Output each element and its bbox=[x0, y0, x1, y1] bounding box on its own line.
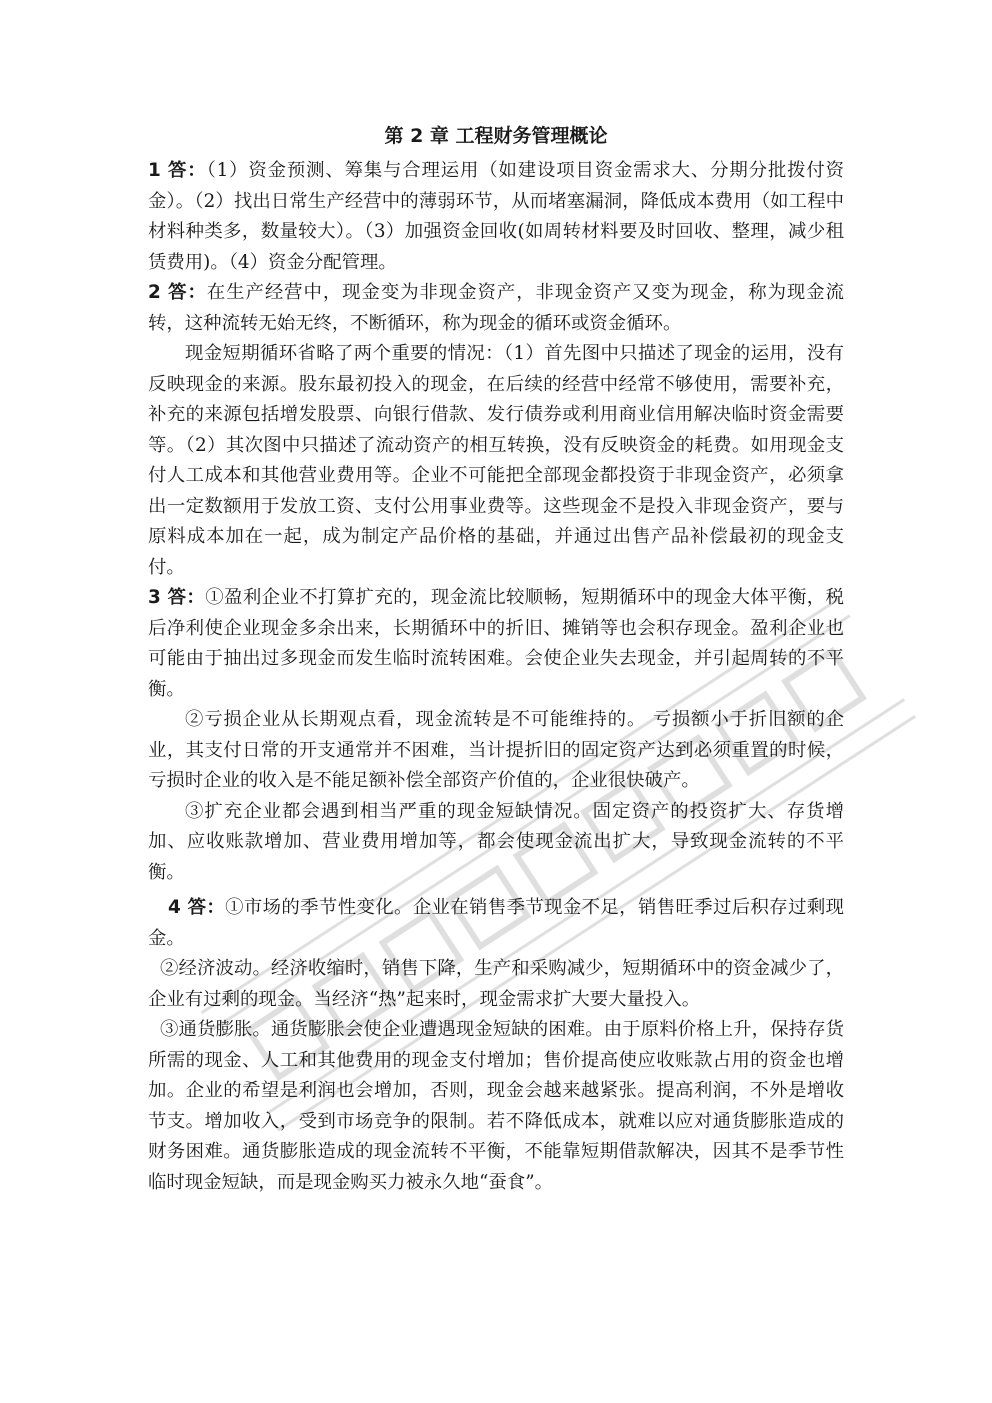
answer-4-lead: 4 答： bbox=[168, 897, 226, 918]
answer-4-text: ①市场的季节性变化。企业在销售季节现金不足，销售旺季过后积存过剩现金。 bbox=[148, 897, 844, 949]
answer-3 bbox=[148, 583, 844, 705]
answer-4-point-3: ③通货膨胀。通货膨胀会使企业遭遇现金短缺的困难。由于原料价格上升，保持存货所需的现金、人工和其他费用的现金支付增加；售价提高使应收账款占用的资金也增加。企业的希望是利润也会增加，否则，现金会越来越紧张。提高利润，不外是增收节支。增加收入，受到市场竞争的限制。若不降低成本，就难以应对通货膨胀造成的财务困难。通货膨胀造成的现金流转不平衡，不能靠短期借款解决，因其不是季节性临时现金短缺，而是现金购买力被永久地“蚕食”。 bbox=[148, 1019, 844, 1193]
answer-1-text: （1）资金预测、筹集与合理运用（如建设项目资金需求大、分期分批拨付资金）。（2）找出日常生产经营中的薄弱环节，从而堵塞漏洞，降低成本费用（如工程中材料种类多，数量较大）。（3）加强资金回收(如周转材料要及时回收、整理，减少租赁费用)。（4）资金分配管理。 bbox=[148, 160, 844, 273]
answer-2-text: 在生产经营中，现金变为非现金资产，非现金资产又变为现金，称为现金流转，这种流转无始无终，不断循环，称为现金的循环或资金循环。 bbox=[148, 282, 844, 334]
answer-2-lead: 2 答： bbox=[148, 282, 207, 303]
answer-4 bbox=[148, 893, 844, 954]
answer-3-text: ①盈利企业不打算扩充的，现金流比较顺畅，短期循环中的现金大体平衡，税后净利使企业现金多余出来，长期循环中的折旧、摊销等也会积存现金。盈利企业也可能由于抽出过多现金而发生临时流转困难。会使企业失去现金，并引起周转的不平衡。 bbox=[148, 587, 844, 700]
answer-3-lead: 3 答： bbox=[148, 587, 206, 608]
document-page bbox=[148, 120, 844, 1198]
answer-2-detail: 现金短期循环省略了两个重要的情况：（1）首先图中只描述了现金的运用，没有反映现金的来源。股东最初投入的现金，在后续的经营中经常不够使用，需要补充，补充的来源包括增发股票、向银行借款、发行债券或利用商业信用解决临时资金需要等。（2）其次图中只描述了流动资产的相互转换，没有反映资金的耗费。如用现金支付人工成本和其他营业费用等。企业不可能把全部现金都投资于非现金资产，必须拿出一定数额用于发放工资、支付公用事业费等。这些现金不是投入非现金资产，要与原料成本加在一起，成为制定产品价格的基础，并通过出售产品补偿最初的现金支付。 bbox=[148, 343, 844, 578]
answer-3-point-3: ③扩充企业都会遇到相当严重的现金短缺情况。固定资产的投资扩大、存货增加、应收账款增加、营业费用增加等，都会使现金流出扩大，导致现金流转的不平衡。 bbox=[148, 800, 844, 883]
answer-2 bbox=[148, 278, 844, 339]
answer-1-lead: 1 答： bbox=[148, 160, 207, 181]
answer-1 bbox=[148, 156, 844, 278]
answer-3-point-2: ②亏损企业从长期观点看，现金流转是不可能维持的。 亏损额小于折旧额的企业，其支付日常的开支通常并不困难，当计提折旧的固定资产达到必须重置的时候，亏损时企业的收入是不能足额补偿全部资产价值的，企业很快破产。 bbox=[148, 709, 844, 791]
answer-4-point-2: ②经济波动。经济收缩时，销售下降，生产和采购减少，短期循环中的资金减少了，企业有过剩的现金。当经济“热”起来时，现金需求扩大要大量投入。 bbox=[148, 958, 844, 1010]
chapter-title: 第 2 章 工程财务管理概论 bbox=[384, 125, 608, 147]
